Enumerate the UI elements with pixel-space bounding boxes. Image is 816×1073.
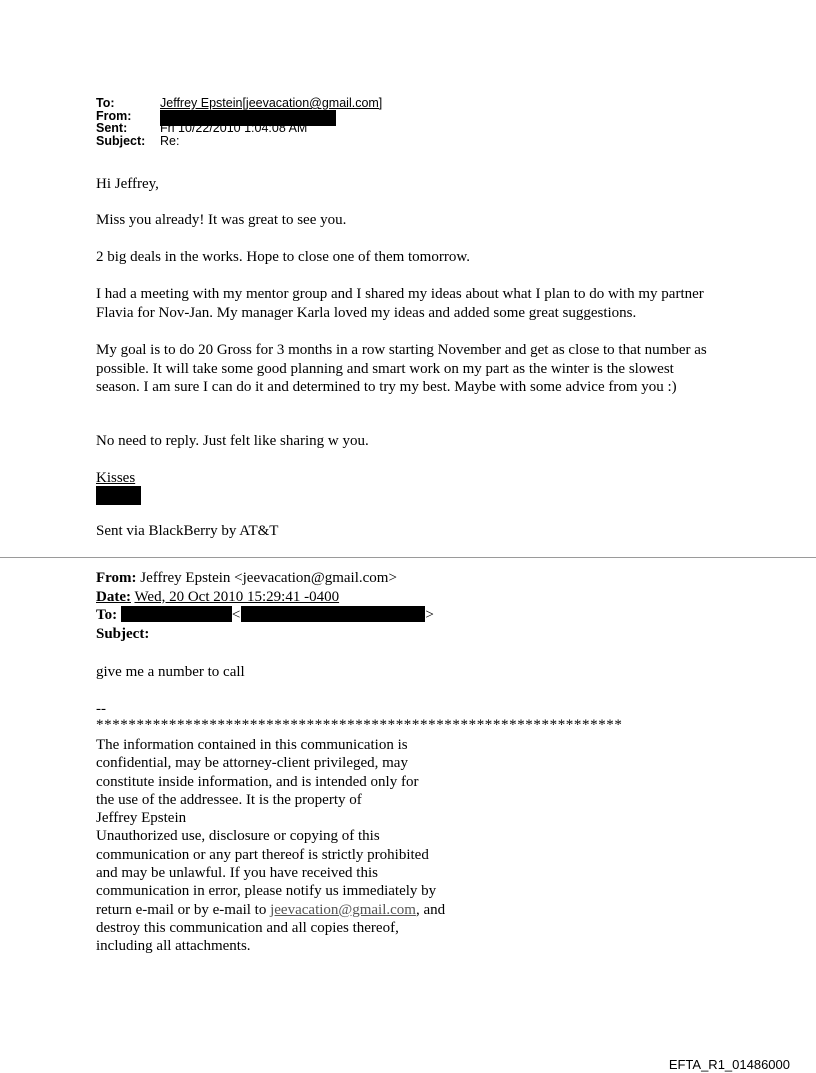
greeting: Hi Jeffrey, (96, 176, 159, 192)
quoted-from-value: Jeffrey Epstein <jeevacation@gmail.com> (140, 570, 397, 586)
body-paragraph-3: I had a meeting with my mentor group and I shared my ideas about what I plan to do with my partner Flavia for Nov-Jan. My manager Karla loved my ideas and added some great suggestions. (96, 286, 704, 321)
disclaimer-line: confidential, may be attorney-client privileged, may (96, 755, 408, 772)
quoted-to-row (96, 606, 434, 625)
quoted-date-row (96, 588, 434, 607)
quoted-date-label: Date: (96, 588, 131, 605)
quoted-date-value: Wed, 20 Oct 2010 15:29:41 -0400 (134, 588, 340, 605)
redaction-box (121, 606, 232, 622)
disclaimer-line: and may be unlawful. If you have received this (96, 865, 378, 882)
return-prefix: return e-mail or by e-mail to (96, 901, 271, 918)
sent-label: Sent: (96, 121, 128, 136)
quoted-header (96, 569, 434, 643)
to-value: Jeffrey Epstein[jeevacation@gmail.com] (160, 96, 383, 110)
quoted-subject-row (96, 625, 434, 644)
sig-dash: -- (96, 701, 106, 717)
message-divider (0, 557, 816, 558)
stars-separator: ***************************************************************** (96, 717, 623, 733)
body-paragraph-1: Miss you already! It was great to see you. (96, 212, 347, 228)
sent-value: Fri 10/22/2010 1:04:08 AM (160, 121, 308, 136)
subject-label: Subject: (96, 133, 146, 148)
return-suffix: , and (415, 901, 446, 918)
subject-value: Re: (160, 133, 180, 148)
email-link[interactable]: jeevacation@gmail.com (270, 901, 416, 918)
quoted-from-label: From: (96, 570, 137, 586)
disclaimer-line: destroy this communication and all copies thereof, (96, 919, 399, 936)
disclaimer-line: communication or any part thereof is strictly prohibited (96, 846, 429, 863)
disclaimer-line-return (96, 901, 445, 919)
disclaimer-line: The information contained in this communication is (96, 737, 408, 753)
disclaimer-line: Unauthorized use, disclosure or copying of this (96, 828, 380, 845)
from-label: From: (96, 108, 132, 123)
quoted-message: give me a number to call (96, 664, 245, 680)
disclaimer-line: constitute inside information, and is intended only for (96, 773, 419, 790)
mobile-signature: Sent via BlackBerry by AT&T (96, 523, 279, 539)
body-paragraph-5: No need to reply. Just felt like sharing w you. (96, 433, 369, 449)
redaction-box (241, 606, 425, 622)
to-label: To: (96, 96, 115, 110)
body-paragraph-4: My goal is to do 20 Gross for 3 months in a row starting November and get as close to that number as possible. It will take some good planning and smart work on my part as the winter is the slowest season. I am sure I can do it and determined to try my best. Maybe with some advice from you :) (96, 342, 707, 395)
quoted-subject-label: Subject: (96, 625, 150, 642)
body-paragraph-2: 2 big deals in the works. Hope to close one of them tomorrow. (96, 249, 470, 265)
signature-redaction (96, 486, 141, 505)
disclaimer-line: communication in error, please notify us immediately by (96, 883, 437, 900)
angle-open: < (231, 607, 241, 623)
disclaimer-line: including all attachments. (96, 938, 251, 955)
document-id: EFTA_R1_01486000 (668, 1057, 790, 1072)
quoted-to-label: To: (96, 607, 118, 623)
quoted-from-row (96, 569, 434, 588)
disclaimer-line: Jeffrey Epstein (96, 810, 187, 827)
disclaimer-line: the use of the addressee. It is the property of (96, 791, 362, 808)
closing: Kisses (96, 470, 136, 486)
angle-close: > (425, 607, 434, 623)
legal-disclaimer (96, 736, 445, 956)
